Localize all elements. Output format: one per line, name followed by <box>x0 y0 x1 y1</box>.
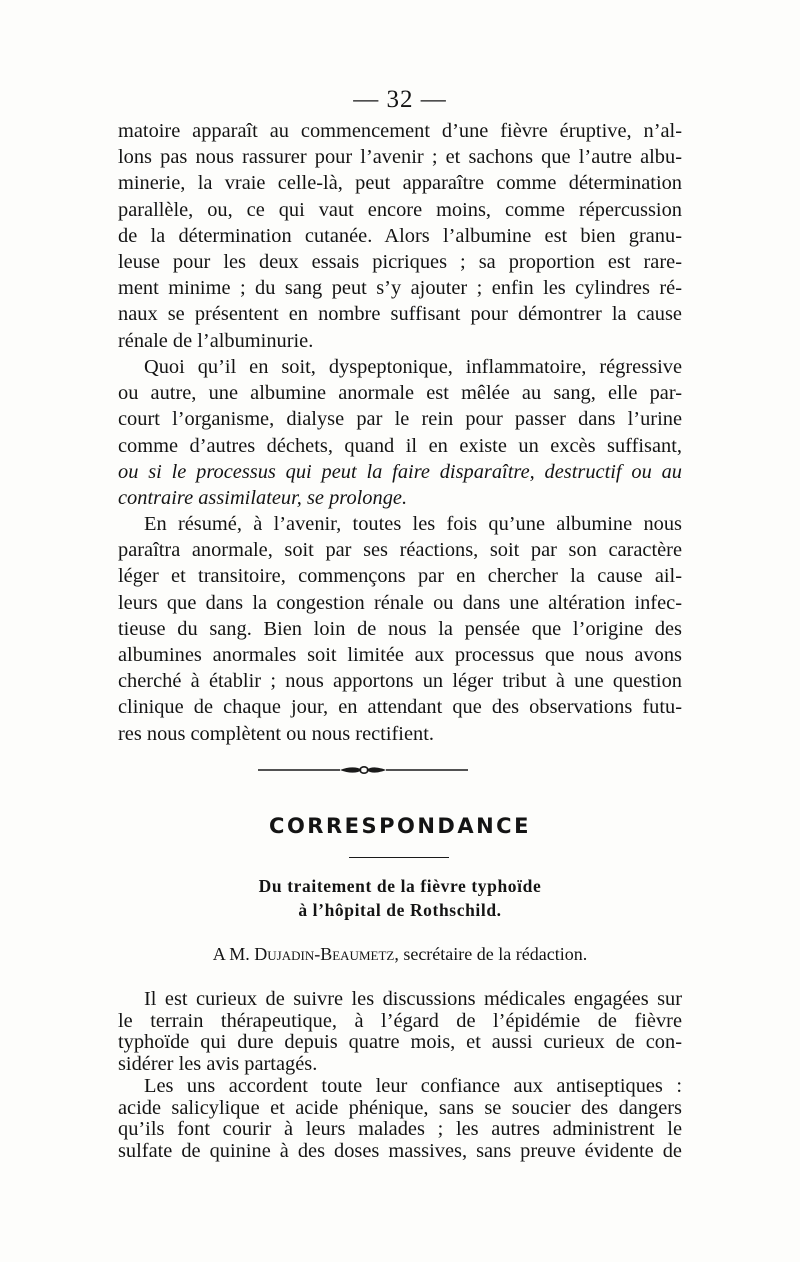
letter-address <box>0 944 800 965</box>
paragraph-continuation <box>118 118 682 354</box>
text-line: clinique de chaque jour, en attendant que des observations futu- <box>118 696 682 719</box>
text-line: Les uns accordent toute leur confiance aux antiseptiques : <box>144 1076 682 1097</box>
text-line: le terrain thérapeutique, à l’égard de l’épidémie de fièvre <box>118 1010 682 1032</box>
article-subtitle: Du traitement de la fièvre typhoïde <box>258 876 542 896</box>
text-line: comme d’autres déchets, quand il en existe un excès suffisant, <box>118 434 682 457</box>
text-line: res nous complètent ou nous rectifient. <box>118 722 434 745</box>
letter-paragraph-2 <box>118 1076 682 1162</box>
text-line: Quoi qu’il en soit, dyspeptonique, inflammatoire, régressive <box>144 356 682 378</box>
text-line: cherché à établir ; nous apportons un léger tribut à une question <box>118 670 682 693</box>
text-line: parallèle, ou, ce qui vaut encore moins, comme répercussion <box>118 198 682 221</box>
letter-paragraph-1 <box>118 989 682 1075</box>
italic-text-line: ou si le processus qui peut la faire disparaître, destructif ou au <box>118 460 682 483</box>
text-line: leurs que dans la congestion rénale ou dans une altération infec- <box>118 591 682 614</box>
text-line: lons pas nous rassurer pour l’avenir ; et sachons que l’autre albu- <box>118 146 682 169</box>
text-line: qu’ils font courir à leurs malades ; les autres administrent le <box>118 1119 682 1141</box>
address-name: Dujadin-Beaumetz, <box>254 944 399 964</box>
text-line: rénale de l’albuminurie. <box>118 329 314 352</box>
text-line: leuse pour les deux essais picriques ; sa proportion est rare- <box>118 251 682 274</box>
text-line: léger et transitoire, commençons par en chercher la cause ail- <box>118 565 682 588</box>
text-line: matoire apparaît au commencement d’une fièvre éruptive, n’al- <box>118 120 682 142</box>
address-suffix: secrétaire de la rédaction. <box>398 944 588 964</box>
text-line: sidérer les avis partagés. <box>118 1053 318 1075</box>
text-line: de la détermination cutanée. Alors l’albumine est bien granu- <box>118 224 682 247</box>
text-line: tieuse du sang. Bien loin de nous la pensée que l’origine des <box>118 617 682 640</box>
text-line: ment minime ; du sang peut s’y ajouter ; enfin les cylindres ré- <box>118 277 682 300</box>
article-subtitle: à l’hôpital de Rothschild. <box>298 900 502 920</box>
text-line: typhoïde qui dure depuis quatre mois, et aussi curieux de con- <box>118 1032 682 1054</box>
text-line: En résumé, à l’avenir, toutes les fois qu’une albumine nous <box>144 513 682 535</box>
ornament-divider <box>258 760 468 780</box>
paragraph-quoi-quil-en-soit <box>118 354 682 511</box>
text-line: acide salicylique et acide phénique, sans se soucier des dangers <box>118 1097 682 1119</box>
text-line: minerie, la vraie celle-là, peut apparaître comme détermination <box>118 172 682 195</box>
italic-text-line: contraire assimilateur, se prolonge. <box>118 487 408 510</box>
text-line: paraîtra anormale, soit par ses réactions, soit par son caractère <box>118 539 682 562</box>
text-line: court l’organisme, dialyse par le rein pour passer dans l’urine <box>118 408 682 431</box>
paragraph-en-resume <box>118 511 682 747</box>
text-line: sulfate de quinine à des doses massives, sans preuve évidente de <box>118 1140 682 1162</box>
text-line: ou autre, une albumine anormale est mêlée au sang, elle par- <box>118 382 682 405</box>
section-title: CORRESPONDANCE <box>269 814 531 838</box>
text-line: albumines anormales soit limitée aux processus que nous avons <box>118 644 682 667</box>
address-prefix: A M. <box>212 944 255 964</box>
page-number: — 32 — <box>353 86 447 113</box>
title-rule <box>349 857 449 858</box>
text-line: Il est curieux de suivre les discussions médicales engagées sur <box>144 989 682 1010</box>
text-line: naux se présentent en nombre suffisant pour démontrer la cause <box>118 303 682 326</box>
